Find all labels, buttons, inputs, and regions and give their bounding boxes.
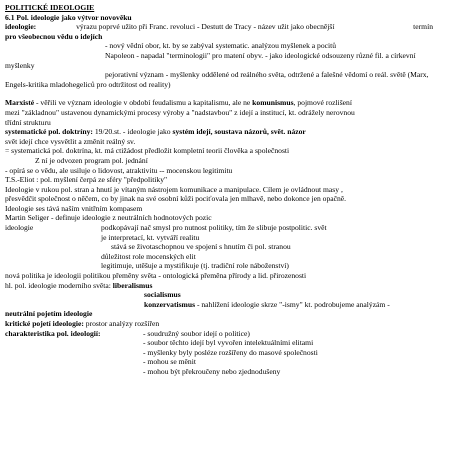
- ideologie-point-1: - nový vědní obor, kt. by se zabýval systematic. analýzou myšlenek a pocitů: [105, 41, 337, 51]
- funkce-4: důležitost role mocenských elit: [101, 251, 196, 261]
- funkce-row-1: [5, 223, 451, 233]
- term-konzervatismus: konzervatismus: [144, 299, 196, 309]
- nova-line-2: [5, 281, 451, 291]
- doktriny-line-2: svět idejí chce vysvětlit a změnit reálný sv.: [5, 136, 136, 146]
- char-row-1: [5, 329, 451, 339]
- ideologie-point-2b: myšlenky: [5, 60, 35, 70]
- char-item-4: - mohou se měnit: [143, 357, 196, 367]
- doktriny-line-9: Ideologie ses tává naším vnitřním kompasem: [5, 203, 143, 213]
- funkce-2: je interpretací, kt. vytváří realitu: [101, 232, 200, 242]
- doktriny-line-10: Martin Seliger - definuje ideologie z neutrálních hodnotových pozic: [5, 213, 212, 223]
- nova-line-5: neutrální pojetím ideologie: [5, 309, 93, 319]
- term-liberalismus: liberalismus: [112, 280, 153, 290]
- marxiste-text-1: - věřili ve význam ideologie v období feudalismu a kapitalismu, ale ne: [34, 98, 253, 108]
- term-ideologie-2: ideologie: [5, 223, 34, 233]
- marxiste-line-2: mezi "základnou" ustavenou dynamickými procesy výroby a "nadstavbou" z idejí a institucí, kt. odrážely nerovnou: [5, 107, 355, 117]
- funkce-3: stává se životaschopnou ve spojení s hnutím či pol. stranou: [111, 242, 291, 252]
- nova-line-2-pre: hl. pol. ideologie moderního světa:: [5, 280, 113, 290]
- nova-line-6-text: prostor analýzy rozšířen: [83, 319, 160, 328]
- term-socialismus: socialismus: [144, 290, 181, 300]
- term-doktriny: systematické pol. doktríny:: [5, 127, 93, 137]
- doktriny-text-1: 19/20.st. - ideologie jako: [92, 127, 173, 137]
- term-marxiste: Marxisté: [5, 98, 35, 108]
- term-komunismus: komunismus: [252, 98, 294, 108]
- funkce-1: podkopávají nač smysl pro nutnost politiky, tím že slibuje postpolitic. svět: [101, 223, 327, 233]
- nova-line-1: nová politika je ideologii politikou přeměny světa - ontologická přeměna přírody a lid. přirozenosti: [5, 271, 307, 281]
- marxiste-text-2: , pojmové rozlišení: [293, 98, 352, 108]
- doktriny-line-1: [5, 127, 451, 137]
- marxiste-line-3: třídní strukturu: [5, 117, 51, 127]
- ideologie-point-3: pejorativní význam - myšlenky oddělené od reálného světa, odtržené a falešné vědomí o reál. světě (Marx,: [105, 70, 429, 80]
- ideologie-def-1: výrazu poprvé užito při Franc. revoluci - Destutt de Tracy - název užit jako obecnější: [76, 22, 335, 32]
- doktriny-line-7: Ideologie v rukou pol. stran a hnutí je vítaným nástrojem komunikace a manipulace. Cílem je ovládnout masy ,: [5, 184, 343, 194]
- nova-line-4-text: - nahlížení ideologie skrze "-ismy" kt. podrobujeme analýzám -: [195, 299, 390, 309]
- ideologie-point-2: Napoleon - napadal "terminologii" pro matení obyv. - jako ideologické odsouzeny různé fil. a církevní: [105, 50, 416, 60]
- term-kriticke-pojeti: kritické pojetí ideologie:: [5, 319, 84, 328]
- doktriny-line-3: = systematická pol. doktrína, kt. má ctižádost předložit kompletní teorii člověka a společnosti: [5, 146, 290, 156]
- ideologie-definition: [5, 22, 451, 32]
- section-heading: 6.1 Pol. ideologie jako výtvor novověku: [5, 12, 132, 22]
- doktriny-line-5: - opírá se o vědu, ale usiluje o lidovost, atraktivitu -- mocenskou legitimitu: [5, 165, 233, 175]
- nova-line-6: [5, 319, 451, 329]
- doktriny-text-1b: systém idejí, soustava názorů, svět. názor: [172, 127, 306, 137]
- char-item-2: - soubor těchto idejí byl vyvořen intelektuálními elitami: [143, 338, 314, 348]
- nova-line-4: [5, 300, 451, 310]
- ideologie-def-2: pro všeobecnou vědu o idejích: [5, 31, 103, 41]
- char-item-3: - myšlenky byly posléze rozšířeny do masové společnosti: [143, 347, 318, 357]
- funkce-5: legitimuje, utěšuje a mystifikuje (tj. tradiční role náboženství): [101, 261, 289, 271]
- marxiste-line-1: [5, 98, 451, 108]
- ideologie-point-3b: Engels-kritika mladohegeliců pro odtržitost od reality): [5, 79, 171, 89]
- ideologie-def-1-end: termín: [413, 22, 433, 32]
- doktriny-line-8: přesvědčit společnost o něčem, co by jinak na své osobní kůži pociťovala jen mlhavě, nebo dokonce jen opačně.: [5, 194, 347, 204]
- char-item-5: - mohou být překroučeny nebo zjednodušeny: [143, 366, 281, 376]
- term-ideologie: ideologie:: [5, 22, 37, 32]
- term-charakteristika: charakteristika pol. ideologií:: [5, 328, 101, 338]
- char-item-1: - soudružný soubor idejí o politice): [143, 328, 250, 338]
- doktriny-line-4: Z ní je odvozen program pol. jednání: [35, 155, 148, 165]
- doc-title: POLITICKÉ IDEOLOGIE: [5, 3, 95, 12]
- doktriny-line-6: T.S.-Eliot : pol. myšlení čerpá ze sféry "předpolitiky": [5, 175, 168, 185]
